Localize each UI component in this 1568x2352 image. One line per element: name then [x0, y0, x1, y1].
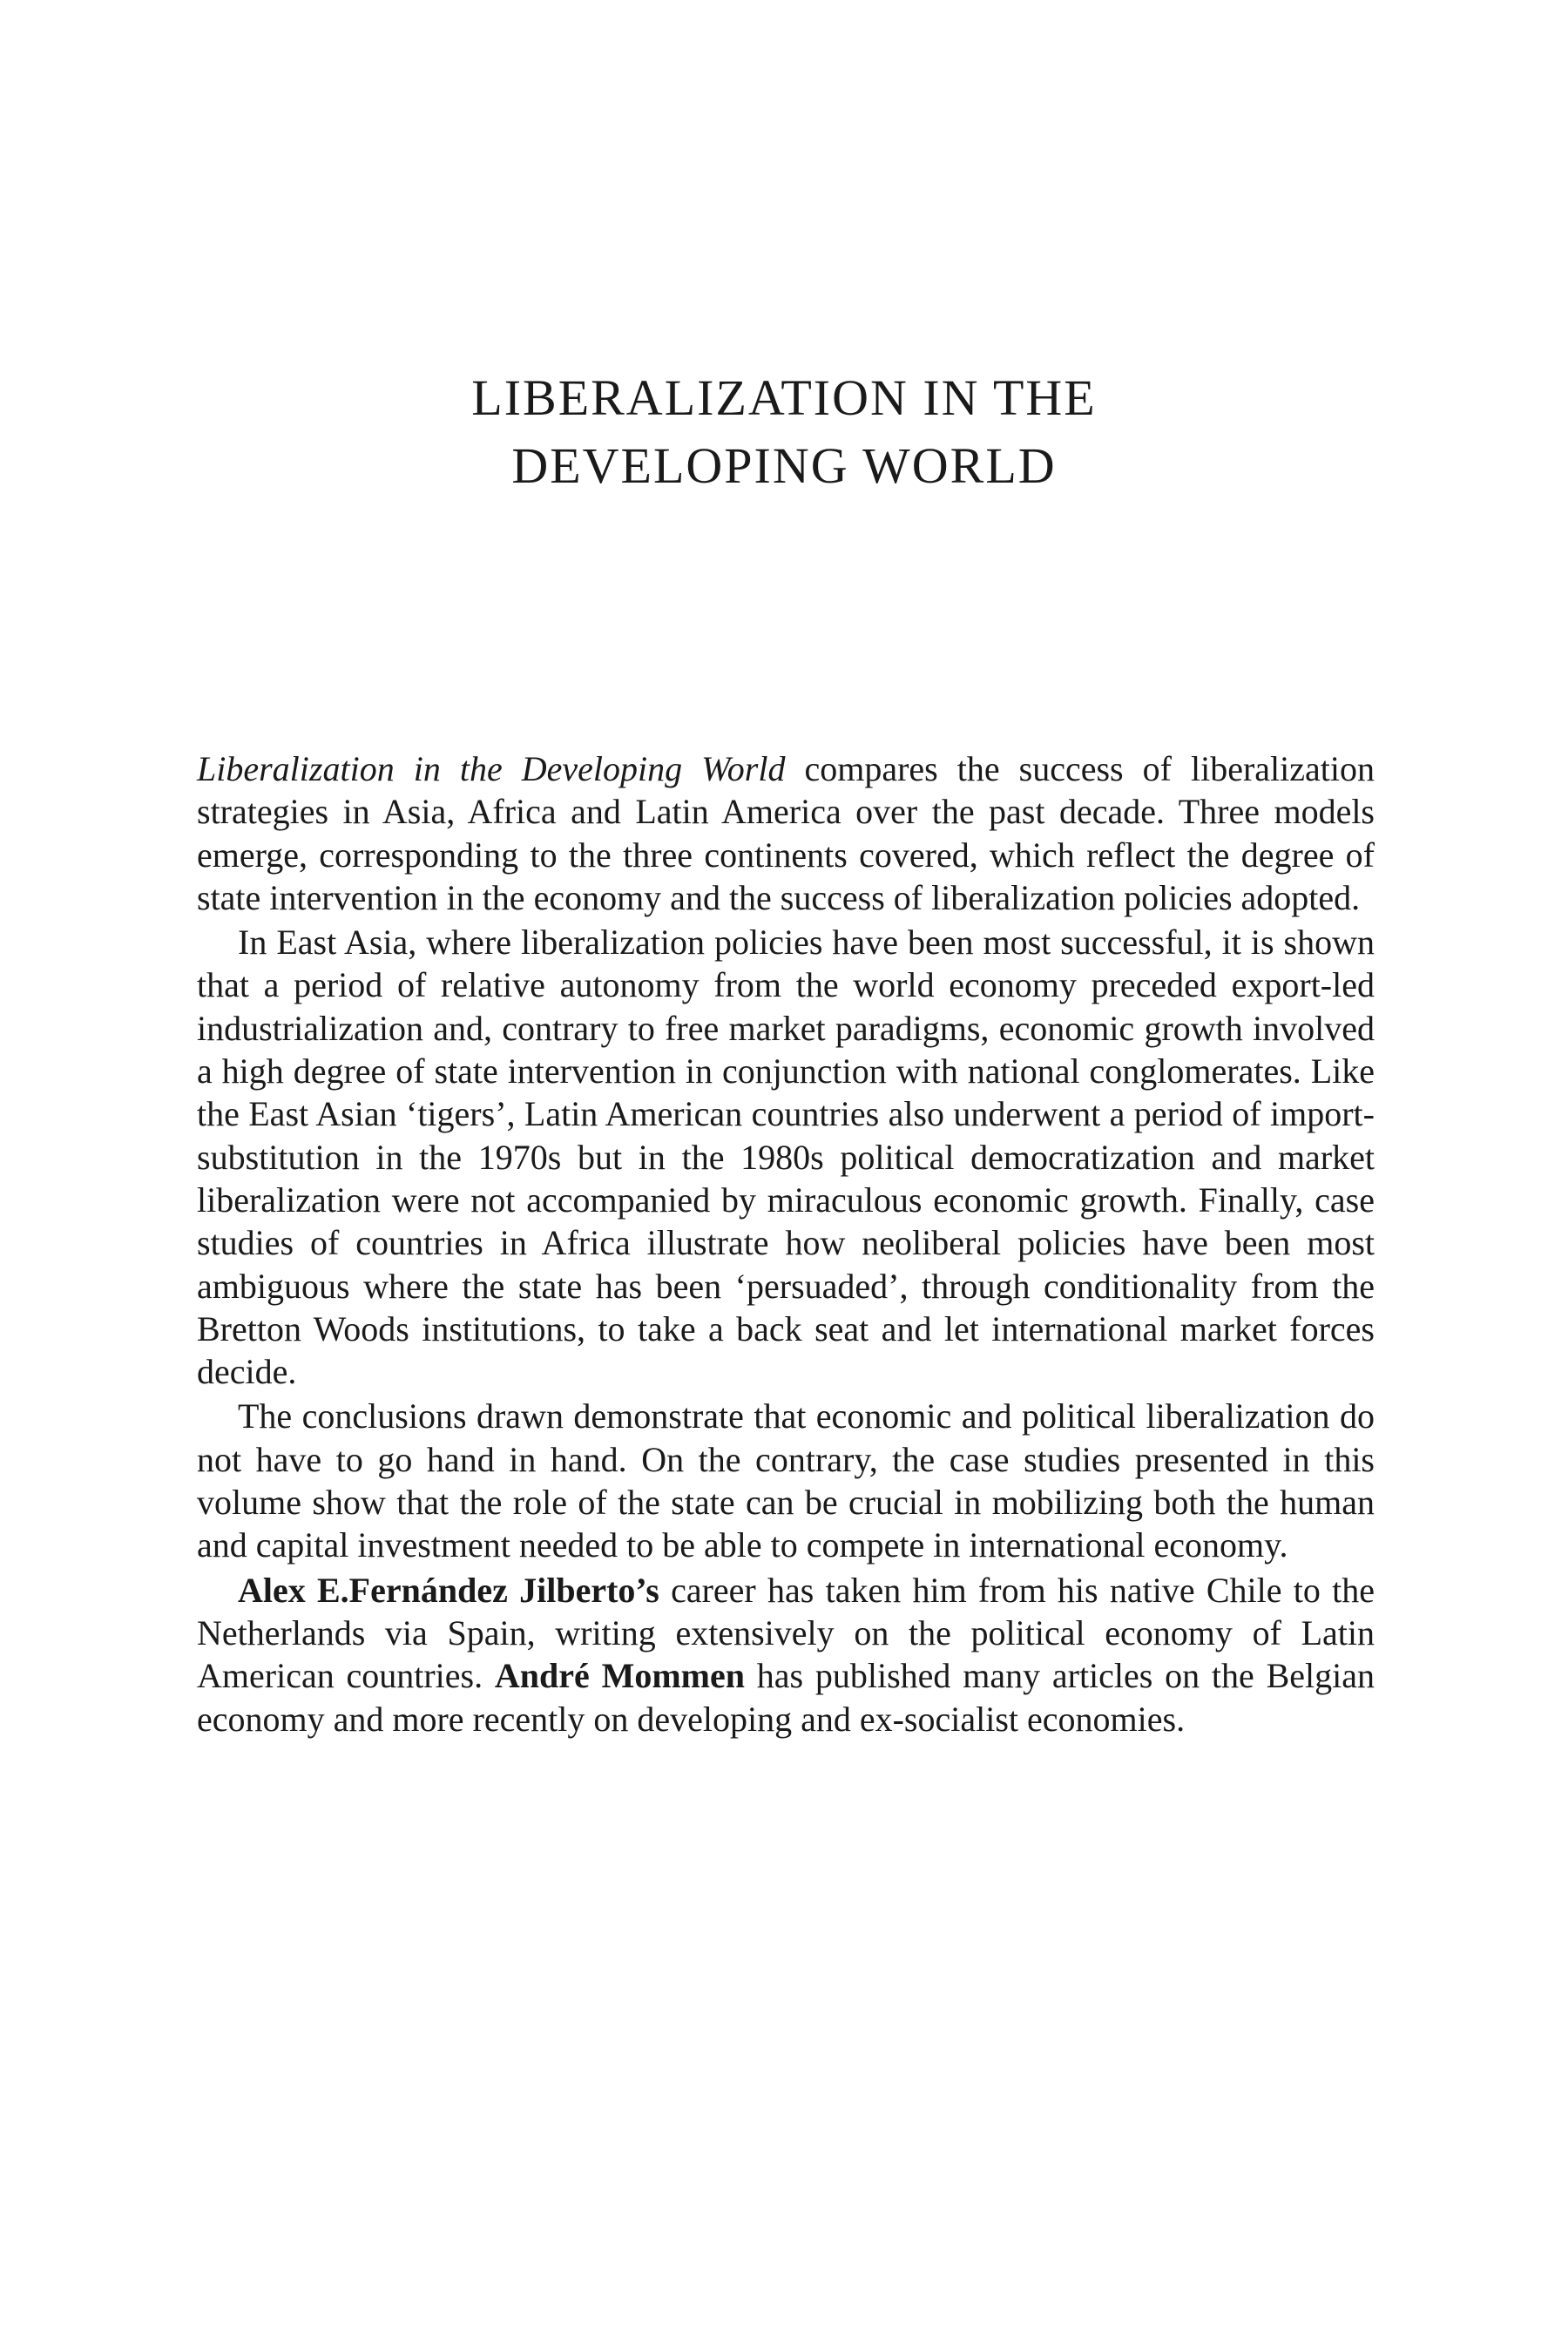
author-bio-2: has published many articles on the Belgian economy and more recently on developing and ex-socialist economies. — [197, 1656, 1375, 1739]
author-name-2: André Mommen — [494, 1656, 745, 1696]
paragraph-authors — [197, 1569, 1375, 1740]
title-line-1: LIBERALIZATION IN THE — [471, 369, 1097, 426]
author-name-1: Alex E.Fernández Jilberto’s — [238, 1570, 659, 1610]
paragraph-conclusions: The conclusions drawn demonstrate that economic and political liberalization do not have to go hand in hand. On the contrary, the case studies presented in this volume show that the role of the state can be crucial in mobilizing both the human and capital investment needed to be able to compete in international economy. — [197, 1396, 1375, 1565]
paragraph-intro — [197, 747, 1375, 919]
author-bio-1: career has taken him from his native Chile to the Netherlands via Spain, writing extensively on the political economy of Latin American countries. — [197, 1570, 1375, 1696]
paragraph-east-asia: In East Asia, where liberalization policies have been most successful, it is shown that a period of relative autonomy from the world economy preceded export-led industrialization and, contrary to free market paradigms, economic growth involved a high degree of state intervention in conjunction with national conglomerates. Like the East Asian ‘tigers’, Latin American countries also underwent a period of import-substitution in the 1970s but in the 1980s political democratization and market liberalization were not accompanied by miraculous economic growth. Finally, case studies of countries in Africa illustrate how neoliberal policies have been most ambiguous where the state has been ‘persuaded’, through conditionality from the Bretton Woods institutions, to take a back seat and let international market forces decide. — [197, 923, 1375, 1392]
paragraph-intro-text: compares the success of liberalization strategies in Asia, Africa and Latin America over the past decade. Three models emerge, corresponding to the three continents covered, which reflect the degree of state intervention in the economy and the success of liberalization policies adopted. — [197, 749, 1375, 917]
title-line-2: DEVELOPING WORLD — [511, 437, 1057, 494]
book-title: Liberalization in the Developing World — [197, 749, 786, 788]
description-body — [197, 747, 1375, 1740]
page-title — [0, 364, 1568, 500]
